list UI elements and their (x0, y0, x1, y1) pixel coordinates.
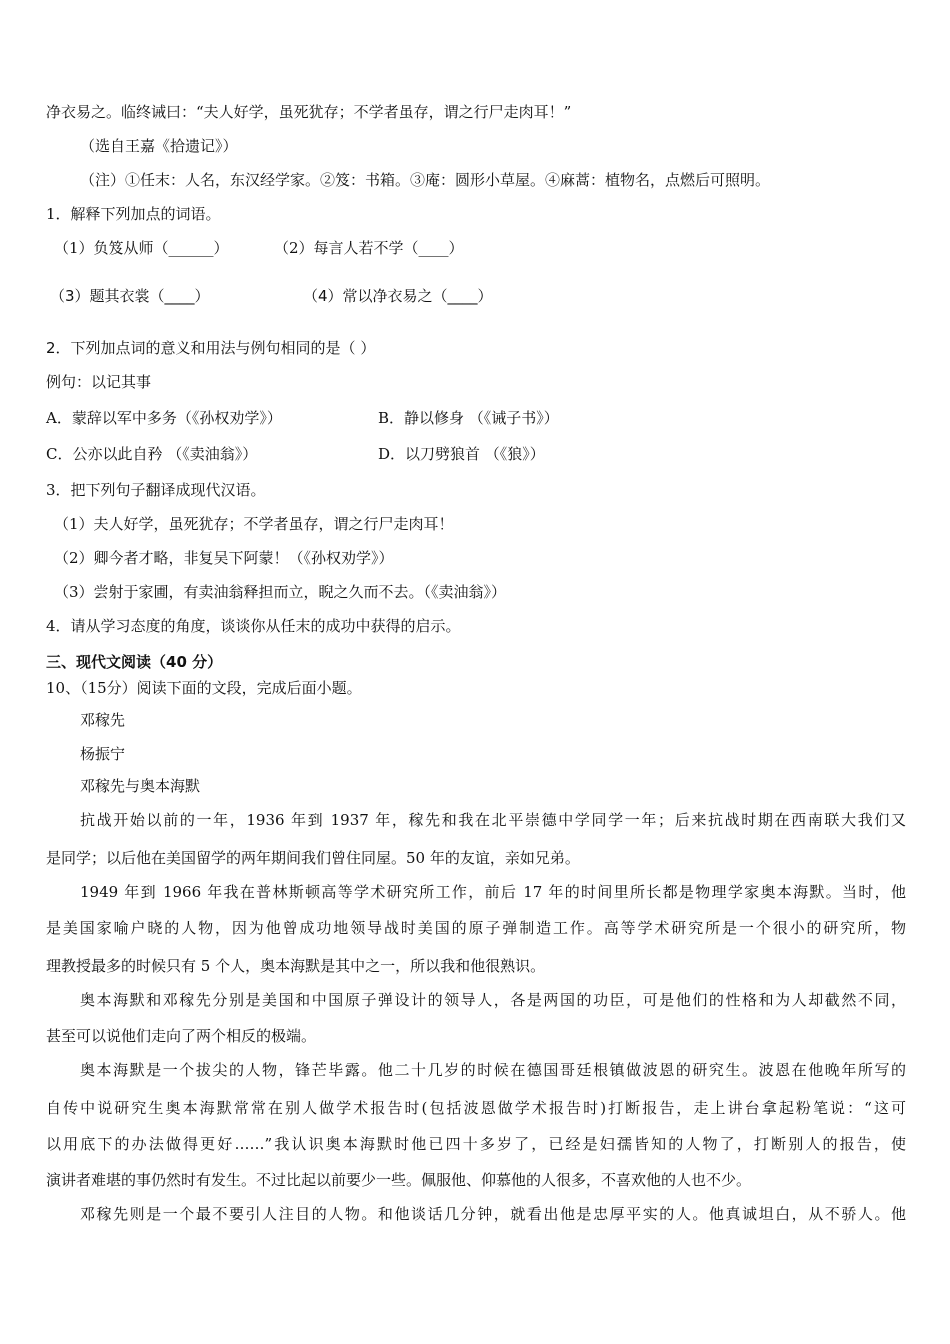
question-2-option-d: D．以刀劈狼首 （《狼》） (378, 445, 545, 463)
paragraph-line: 奥本海默是一个拔尖的人物，锋芒毕露。他二十几岁的时候在德国哥廷根镇做波恩的研究生。波恩在他晚年所写的 (80, 1061, 906, 1079)
question-4-stem: 4．请从学习态度的角度，谈谈你从任末的成功中获得的启示。 (46, 617, 461, 635)
question-3-stem: 3．把下列句子翻译成现代汉语。 (46, 481, 266, 499)
article-subtitle: 邓稼先与奥本海默 (80, 777, 201, 795)
question-2-stem: 2．下列加点词的意义和用法与例句相同的是（ ） (46, 339, 376, 357)
paragraph-line: 以用底下的办法做得更好……”我认识奥本海默时他已四十多岁了，已经是妇孺皆知的人物了，打断别人的报告，使 (46, 1135, 906, 1153)
paragraph-line: 奥本海默和邓稼先分别是美国和中国原子弹设计的领导人，各是两国的功臣，可是他们的性格和为人却截然不同， (80, 991, 906, 1009)
passage-source: （选自王嘉《拾遗记》） (80, 137, 238, 155)
question-2-option-c: C．公亦以此自矜 （《卖油翁》） (46, 445, 258, 463)
section-title: 三、现代文阅读（40 分） (46, 653, 223, 671)
question-10-stem: 10、（15分）阅读下面的文段，完成后面小题。 (46, 679, 362, 697)
question-2-option-a: A．蒙辞以军中多务（《孙权劝学》） (46, 409, 282, 427)
paragraph-line: 是美国家喻户晓的人物，因为他曾成功地领导战时美国的原子弹制造工作。高等学术研究所是一个很小的研究所，物 (46, 919, 906, 937)
question-1-item-4: （4）常以净衣易之（____） (303, 287, 493, 305)
paragraph-line: 甚至可以说他们走向了两个相反的极端。 (46, 1027, 317, 1045)
paragraph-line: 是同学；以后他在美国留学的两年期间我们曾住同屋。50 年的友谊，亲如兄弟。 (46, 849, 580, 867)
passage-line: 净衣易之。临终诫曰：“夫人好学，虽死犹存；不学者虽存，谓之行尸走肉耳！” (46, 103, 572, 121)
question-1-item-1: （1）负笈从师（______） (54, 239, 229, 257)
question-2-option-b: B．静以修身 （《诫子书》） (378, 409, 559, 427)
question-1-item-2: （2）每言人若不学（____） (274, 239, 464, 257)
question-3-sentence-1: （1）夫人好学，虽死犹存；不学者虽存，谓之行尸走肉耳！ (54, 515, 454, 533)
paragraph-line: 理教授最多的时候只有 5 个人，奥本海默是其中之一，所以我和他很熟识。 (46, 957, 546, 975)
question-2-example: 例句：以记其事 (46, 373, 152, 391)
question-3-sentence-2: （2）卿今者才略，非复吴下阿蒙！（《孙权劝学》） (54, 549, 394, 567)
paragraph-line: 抗战开始以前的一年，1936 年到 1937 年，稼先和我在北平崇德中学同学一年；后来抗战时期在西南联大我们又 (80, 811, 906, 829)
question-1-stem: 1．解释下列加点的词语。 (46, 205, 221, 223)
question-1-item-3: （3）题其衣裳（____） (50, 287, 210, 305)
article-author: 杨振宁 (80, 745, 126, 763)
paragraph-line: 演讲者难堪的事仍然时有发生。不过比起以前要少一些。佩服他、仰慕他的人很多，不喜欢他的人也不少。 (46, 1171, 752, 1189)
article-title: 邓稼先 (80, 711, 126, 729)
paragraph-line: 自传中说研究生奥本海默常常在别人做学术报告时(包括波恩做学术报告时)打断报告，走上讲台拿起粉笔说：“这可 (46, 1099, 906, 1117)
question-3-sentence-3: （3）尝射于家圃，有卖油翁释担而立，睨之久而不去。（《卖油翁》） (54, 583, 507, 601)
passage-note: （注）①任末：人名，东汉经学家。②笈：书箱。③庵：圆形小草屋。④麻蒿：植物名，点燃后可照明。 (80, 171, 771, 189)
paragraph-line: 1949 年到 1966 年我在普林斯顿高等学术研究所工作，前后 17 年的时间里所长都是物理学家奥本海默。当时，他 (80, 883, 906, 901)
paragraph-line: 邓稼先则是一个最不要引人注目的人物。和他谈话几分钟，就看出他是忠厚平实的人。他真诚坦白，从不骄人。他 (80, 1205, 906, 1223)
